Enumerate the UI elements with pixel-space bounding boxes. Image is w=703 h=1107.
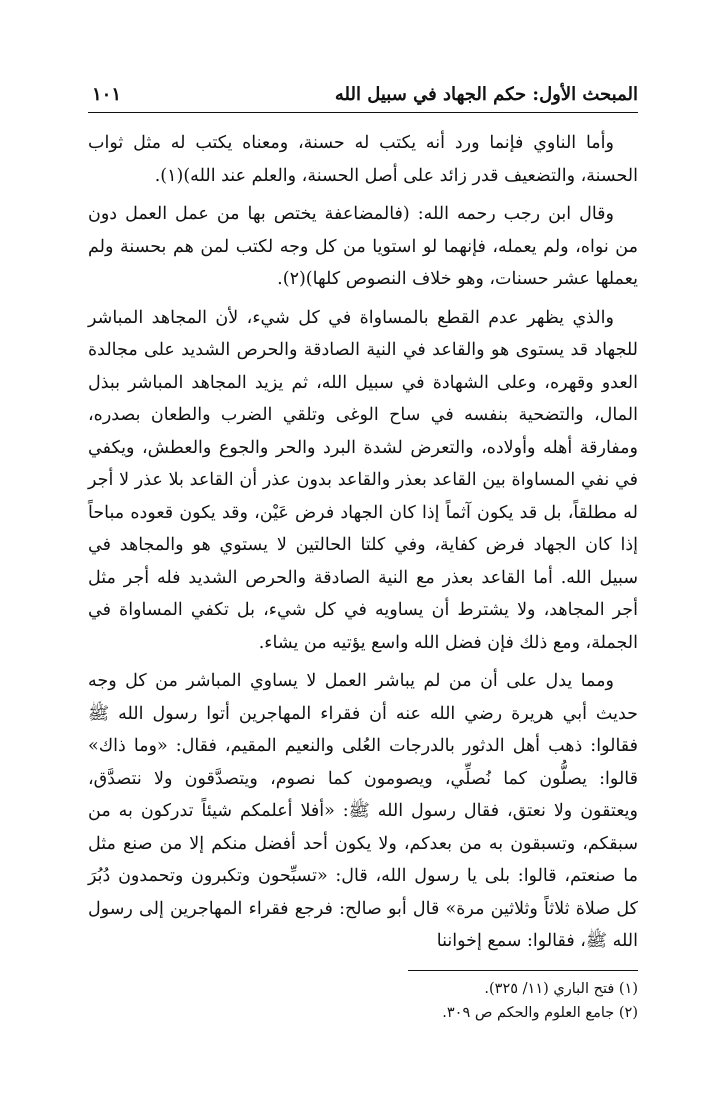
- chapter-title: المبحث الأول: حكم الجهاد في سبيل الله: [334, 84, 638, 105]
- paragraph: ومما يدل على أن من لم يباشر العمل لا يساوي المباشر من كل وجه حديث أبي هريرة رضي الله عنه أن فقراء المهاجرين أتوا رسول الله ﷺ فقالوا: ذهب أهل الدثور بالدرجات العُلى والنعيم المقيم، فقال: «وما ذاك» قالوا: يصلُّون كما نُصلِّي، ويصومون كما نصوم، ويتصدَّقون ولا نتصدَّق، ويعتقون ولا نعتق، فقال رسول الله ﷺ: «أفلا أعلمكم شيئاً تدركون به من سبقكم، وتسبقون به من بعدكم، ولا يكون أحد أفضل منكم إلا من صنع مثل ما صنعتم، قالوا: بلى يا رسول الله، قال: «تسبِّحون وتكبرون وتحمدون دُبُرَ كل صلاة ثلاثاً وثلاثين مرة» قال أبو صالح: فرجع فقراء المهاجرين إلى رسول الله ﷺ، فقالوا: سمع إخواننا: [88, 671, 638, 951]
- paragraph: والذي يظهر عدم القطع بالمساواة في كل شيء، لأن المجاهد المباشر للجهاد قد يستوى هو والقاعد في النية الصادقة والحرص الشديد على مجالدة العدو وقهره، وعلى الشهادة في سبيل الله، ثم يزيد المجاهد المباشر ببذل المال، والتضحية بنفسه في ساح الوغى وتلقي الضرب والطعان بصدره، ومفارقة أهله وأولاده، والتعرض لشدة البرد والحر والجوع والعطش، ويكفي في نفي المساواة بين القاعد بعذر والقاعد بدون عذر أن القاعد بلا عذر لا أجر له مطلقاً، بل قد يكون آثماً إذا كان الجهاد فرض عَيْن، وقد يكون قعوده مباحاً إذا كان الجهاد فرض كفاية، وفي كلتا الحالتين لا يستوي هو والمجاهد في سبيل الله. أما القاعد بعذر مع النية الصادقة والحرص الشديد فله أجر مثل أجر المجاهد، ولا يشترط أن يساويه في كل شيء، بل تكفي المساواة في الجملة، ومع ذلك فإن فضل الله واسع يؤتيه من يشاء.: [88, 307, 638, 653]
- footnote-item: (٢) جامع العلوم والحكم ص ٣٠٩.: [442, 1004, 638, 1021]
- book-page: [88, 82, 638, 1042]
- footnote-item: (١) فتح الباري (١١/ ٣٢٥).: [484, 980, 638, 997]
- footnote-divider: [408, 970, 638, 971]
- body-text: [88, 127, 638, 958]
- page-number: ١٠١: [92, 84, 122, 105]
- paragraph: وأما الناوي فإنما ورد أنه يكتب له حسنة، ومعناه يكتب له مثل ثواب الحسنة، والتضعيف قدر زائد على أصل الحسنة، والعلم عند الله)(١).: [88, 133, 638, 186]
- footnotes: [88, 977, 638, 1025]
- paragraph: وقال ابن رجب رحمه الله: (فالمضاعفة يختص بها من عمل العمل دون من نواه، ولم يعمله، فإنهما لو استويا من كل وجه لكتب لمن هم بحسنة ولم يعملها عشر حسنات، وهو خلاف النصوص كلها)(٢).: [88, 204, 638, 289]
- running-header: [88, 82, 638, 113]
